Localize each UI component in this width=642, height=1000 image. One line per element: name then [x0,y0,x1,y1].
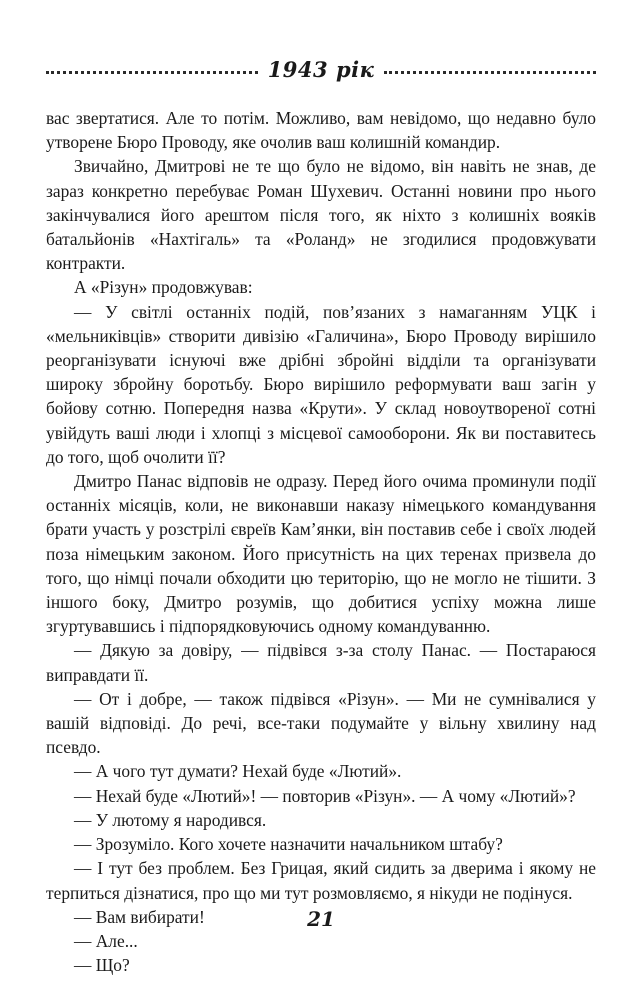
running-header [46,56,596,82]
paragraph: — Вам вибирати! [74,906,205,927]
paragraph: — Але... [74,930,138,951]
paragraph: — Дякую за довіру, — підвівся з-за столу Панас. — Постараюся виправдати її. [46,640,596,685]
paragraph: — У світлі останніх подій, пов’язаних з намаганням УЦК і «мельниківців» створити дивізію «Галичина», Бюро Проводу вирішило реорганізувати існуючі вже дрібні збройні відділи та організувати широку збройну боротьбу. Бюро вирішило реформувати ваш загін у бойову сотню. Попередня назва «Крути». У склад новоутвореної сотні увійдуть ваші люди і хлопці з місцевої самооборони. Як ви поставитесь до того, щоб очолити її? [46,301,596,467]
page-number: 21 [307,907,335,931]
paragraph: вас звертатися. Але то потім. Можливо, вам невідомо, що недавно було утворене Бюро Проводу, яке очолив ваш колишній командир. [46,108,596,153]
header-title: 1943 рік [267,56,375,82]
body-text [46,106,596,977]
paragraph: — Зрозуміло. Кого хочете назначити начальником штабу? [74,834,503,855]
header-dotted-rule-right [384,71,596,74]
paragraph: Дмитро Панас відповів не одразу. Перед його очима проминули події останніх місяців, коли, не виконавши наказу німецького командування брати участь у розстрілі євреїв Кам’янки, він поставив себе і своїх людей поза німецьким законом. Його присутність на цих теренах призвела до того, що німці почали обходити цю територію, що не могло не тішити. З іншого боку, Дмитро розумів, що добитися успіху можна лише згуртувавшись і підпорядковуючись одному командуванню. [46,471,596,637]
paragraph: — А чого тут думати? Нехай буде «Лютий». [74,761,402,782]
header-dotted-rule-left [46,71,258,74]
paragraph: — У лютому я народився. [74,809,267,830]
paragraph: А «Різун» продовжував: [74,277,253,298]
paragraph: — І тут без проблем. Без Грицая, який сидить за дверима і якому не терпиться дізнатися, про що ми тут розмовляємо, я нікуди не подінуся. [46,858,596,903]
paragraph: Звичайно, Дмитрові не те що було не відомо, він навіть не знав, де зараз конкретно перебуває Роман Шухевич. Останні новини про нього закінчувалися його арештом після того, як ніхто з колишніх вояків батальйонів «Нахтігаль» та «Роланд» не згодилися продовжувати контракти. [46,156,596,274]
paragraph: — Що? [74,955,130,976]
paragraph: — Нехай буде «Лютий»! — повторив «Різун». — А чому «Лютий»? [74,785,576,806]
paragraph: — От і добре, — також підвівся «Різун». — Ми не сумнівалися у вашій відповіді. До речі, все-таки подумайте у вільну хвилину над псевдо. [46,688,596,758]
